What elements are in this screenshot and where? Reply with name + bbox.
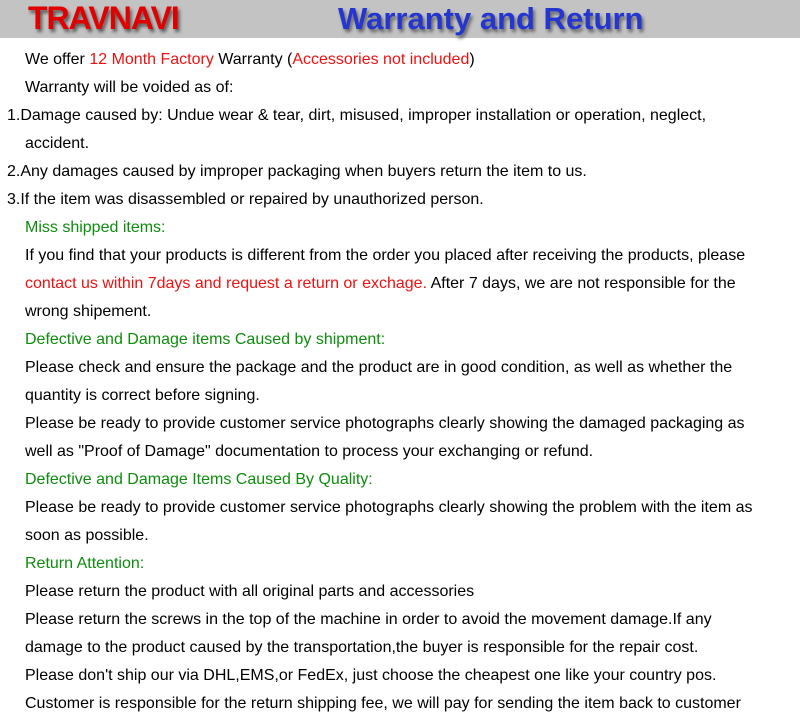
text-segment: Return Attention: <box>25 555 145 572</box>
text-line <box>0 578 800 606</box>
text-line <box>0 662 800 690</box>
text-segment: accident. <box>25 135 90 152</box>
page-title: Warranty and Return <box>338 1 644 36</box>
text-segment: We offer <box>25 51 90 68</box>
text-segment: well as "Proof of Damage" documentation to process your exchanging or refund. <box>25 443 594 460</box>
text-segment: soon as possible. <box>25 527 149 544</box>
text-line <box>0 102 800 130</box>
text-line <box>0 522 800 550</box>
text-line <box>0 634 800 662</box>
text-line <box>0 410 800 438</box>
text-segment: Defective and Damage items Caused by shipment: <box>25 331 386 348</box>
text-segment: wrong shipement. <box>25 303 152 320</box>
text-line <box>0 46 800 74</box>
text-line <box>0 494 800 522</box>
text-line <box>0 130 800 158</box>
text-segment: Please be ready to provide customer service photographs clearly showing the problem with the item as <box>25 499 753 516</box>
text-segment: After 7 days, we are not responsible for the <box>427 275 736 292</box>
text-segment: 12 Month Factory <box>89 51 214 68</box>
text-line <box>0 466 800 494</box>
text-line <box>0 326 800 354</box>
text-line <box>0 242 800 270</box>
text-line <box>0 438 800 466</box>
header-bar <box>0 0 800 38</box>
text-segment: damage to the product caused by the transportation,the buyer is responsible for the repair cost. <box>25 639 699 656</box>
text-segment: Customer is responsible for the return shipping fee, we will pay for sending the item back to customer <box>25 695 741 712</box>
text-segment: contact us within 7days and request a return or exchage. <box>25 275 428 292</box>
text-line <box>0 550 800 578</box>
text-segment: ) <box>469 51 475 68</box>
text-line <box>0 298 800 326</box>
brand-logo: TRAVNAVI <box>28 0 179 36</box>
text-line <box>0 606 800 634</box>
text-segment: Please don't ship our via DHL,EMS,or FedEx, just choose the cheapest one like your country pos. <box>25 667 717 684</box>
text-segment: Warranty will be voided as of: <box>25 79 234 96</box>
text-line <box>0 690 800 718</box>
text-segment: 1.Damage caused by: Undue wear & tear, dirt, misused, improper installation or operation, neglect, <box>7 107 707 124</box>
text-line <box>0 382 800 410</box>
text-line <box>0 74 800 102</box>
text-segment: Defective and Damage Items Caused By Quality: <box>25 471 373 488</box>
text-segment: 2.Any damages caused by improper packaging when buyers return the item to us. <box>7 163 587 180</box>
warranty-text <box>0 38 800 718</box>
text-segment: Please return the screws in the top of the machine in order to avoid the movement damage.If any <box>25 611 712 628</box>
text-segment: Warranty ( <box>213 51 293 68</box>
text-line <box>0 270 800 298</box>
text-segment: Please check and ensure the package and the product are in good condition, as well as whether the <box>25 359 733 376</box>
text-segment: Please return the product with all original parts and accessories <box>25 583 475 600</box>
text-line <box>0 214 800 242</box>
text-line <box>0 158 800 186</box>
text-segment: Please be ready to provide customer service photographs clearly showing the damaged packaging as <box>25 415 745 432</box>
text-segment: quantity is correct before signing. <box>25 387 260 404</box>
text-line <box>0 354 800 382</box>
text-line <box>0 186 800 214</box>
text-segment: Miss shipped items: <box>25 219 166 236</box>
text-segment: If you find that your products is different from the order you placed after receiving the products, please <box>25 247 746 264</box>
text-segment: Accessories not included <box>292 51 470 68</box>
text-segment: 3.If the item was disassembled or repaired by unauthorized person. <box>7 191 484 208</box>
